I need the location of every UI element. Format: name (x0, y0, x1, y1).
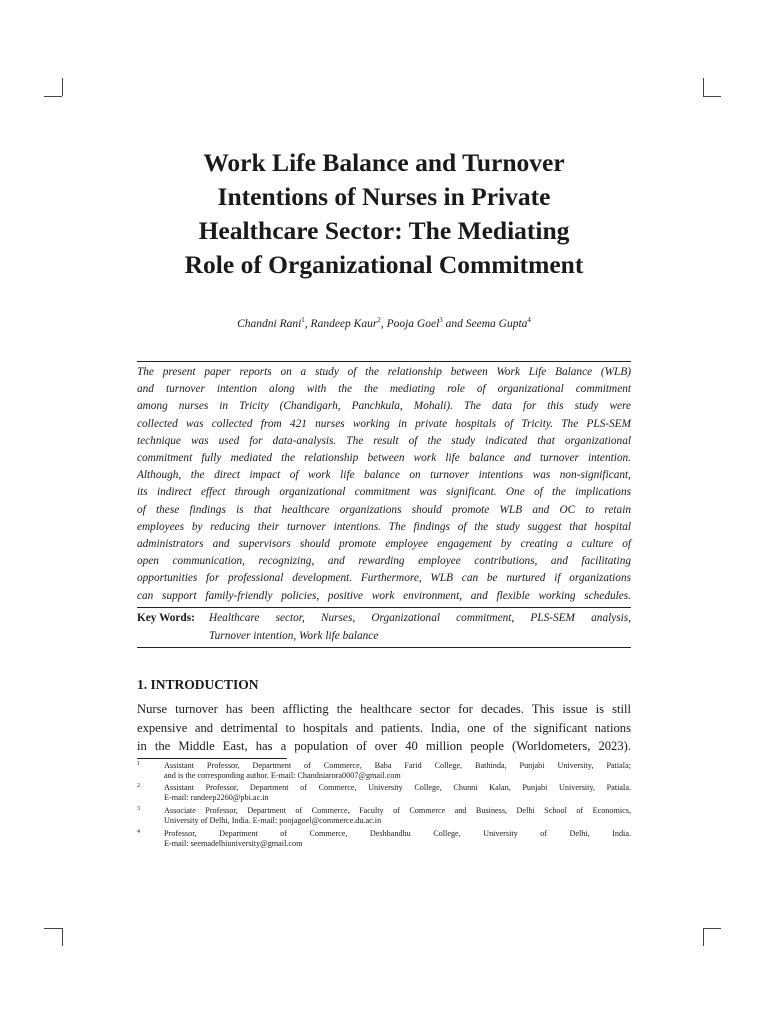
footnote-line: E-mail: randeep2260@pbi.ac.in (164, 793, 269, 803)
abstract-line: can support family-friendly policies, positive work environment, and flexible working schedules. (137, 589, 631, 602)
paper-title (120, 146, 648, 282)
body-line: expensive and detrimental to hospitals and patients. India, one of the significant nations (137, 720, 631, 735)
author-separator: , (304, 317, 311, 330)
title-line: Work Life Balance and Turnover (203, 148, 565, 177)
keywords-bottom-rule (137, 647, 631, 648)
author-name: Pooja Goel (386, 317, 440, 330)
footnote-line: E-mail: seemadelhiuniversity@gmail.com (164, 839, 303, 849)
author-name: Seema Gupta (465, 317, 528, 330)
footnote-line: and is the corresponding author. E-mail: Chandniarora0007@gmail.com (164, 771, 401, 781)
footnote (137, 806, 631, 827)
footnote-line: University of Delhi, India. E-mail: poojagoel@commerce.du.ac.in (164, 816, 382, 826)
author-list (0, 316, 768, 330)
footnote (137, 829, 631, 850)
keywords-line: Turnover intention, Work life balance (209, 629, 379, 642)
body-text (137, 700, 631, 756)
keywords-top-rule (137, 607, 631, 608)
abstract-line: collected was collected from 421 nurses working in private hospitals of Tricity. The PLS-SEM (137, 417, 631, 430)
footnote-line: Assistant Professor, Department of Commerce, University College, Chunni Kalan, Punjabi University, Patiala. (164, 783, 631, 792)
abstract-line: opportunities for professional development. Furthermore, WLB can be nurtured if organizations (137, 572, 631, 585)
abstract-line: and turnover intention along with the the mediating role of organizational commitment (137, 383, 631, 396)
abstract-line: employees by reducing their turnover intentions. The findings of the study suggest that hospital (137, 520, 631, 533)
title-line: Role of Organizational Commitment (184, 250, 584, 279)
abstract-line: administrators and supervisors should promote employee engagement by creating a culture of (137, 538, 631, 551)
footnote-number: 4 (137, 829, 140, 835)
footnote-line: Associate Professor, Department of Commerce, Faculty of Commerce and Business, Delhi School of Economics, (164, 806, 631, 815)
footnote (137, 761, 631, 782)
author-affiliation-mark: 2 (377, 316, 381, 324)
author-separator: , (380, 317, 387, 330)
author-name: Randeep Kaur (310, 317, 378, 330)
author-affiliation-mark: 4 (527, 316, 531, 324)
abstract-line: technique was used for data-analysis. The result of the study indicated that organizational (137, 434, 631, 447)
footnote-number: 3 (137, 806, 140, 812)
abstract (137, 364, 631, 605)
keywords-line: Healthcare sector, Nurses, Organizational commitment, PLS-SEM analysis, (209, 612, 631, 624)
author-affiliation-mark: 1 (301, 316, 305, 324)
body-line: Nurse turnover has been afflicting the healthcare sector for decades. This issue is still (137, 702, 631, 716)
abstract-line: of these findings is that healthcare organizations should promote WLB and OC to retain (137, 503, 631, 516)
title-line: Intentions of Nurses in Private (217, 182, 551, 211)
title-line: Healthcare Sector: The Mediating (198, 216, 570, 245)
keywords (137, 610, 631, 645)
abstract-line: among nurses in Tricity (Chandigarh, Panchkula, Mohali). The data for this study were (137, 400, 631, 413)
author-name: Chandni Rani (237, 317, 302, 330)
footnote-rule (137, 758, 287, 759)
abstract-line: commitment fully mediated the relationship between work life balance and turnover intention. (137, 452, 631, 465)
abstract-top-rule (137, 361, 631, 362)
abstract-line: open communication, recognizing, and rewarding employee contributions, and facilitating (137, 555, 631, 568)
body-line: in the Middle East, has a population of over 40 million people (Worldometers, 2023). (137, 739, 631, 754)
footnote-line: Professor, Department of Commerce, Deshbandhu College, University of Delhi, India. (164, 829, 631, 838)
author-affiliation-mark: 3 (439, 316, 443, 324)
abstract-line: Although, the direct impact of work life balance on turnover intentions was non-significant, (137, 469, 631, 482)
abstract-line: its indirect effect through organizational commitment was significant. One of the implications (137, 486, 631, 499)
keywords-label: Key Words: (137, 612, 195, 624)
section-heading: 1. INTRODUCTION (137, 677, 259, 692)
author-separator: and (442, 317, 466, 330)
footnote-line: Assistant Professor, Department of Commerce, Baba Farid College, Bathinda, Punjabi University, Patiala; (164, 761, 631, 770)
abstract-line: The present paper reports on a study of the relationship between Work Life Balance (WLB) (137, 366, 631, 378)
footnote-number: 2 (137, 783, 140, 789)
footnote-number: 1 (137, 761, 140, 767)
footnote (137, 783, 631, 804)
